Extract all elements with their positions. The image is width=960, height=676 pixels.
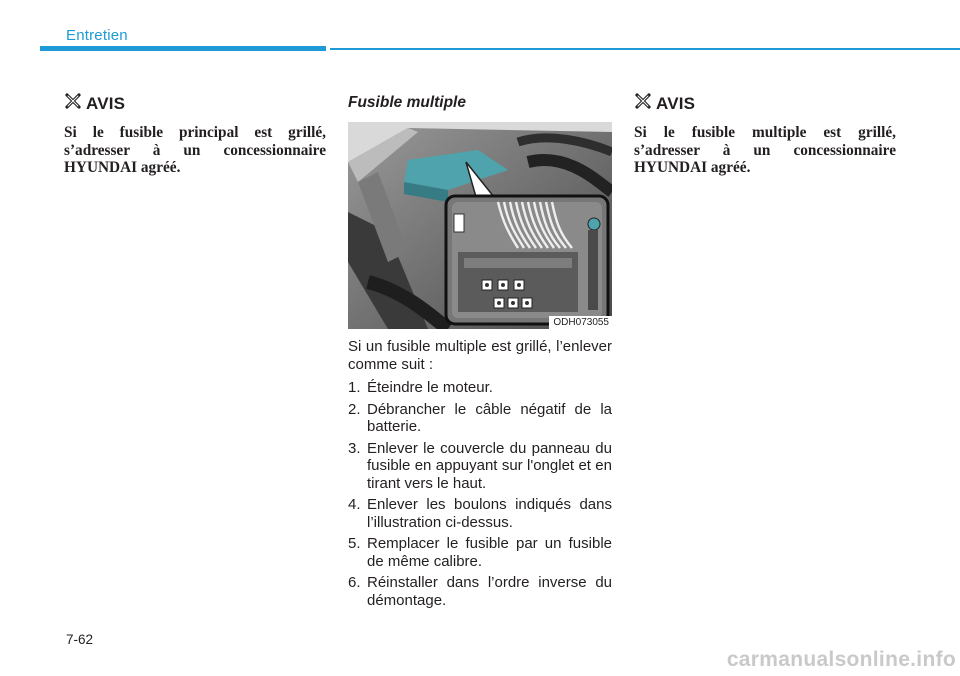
image-code: ODH073055 bbox=[549, 316, 612, 329]
list-item: 2. Débrancher le câble négatif de la batterie. bbox=[348, 400, 612, 435]
header-rule-thin bbox=[330, 48, 960, 50]
middle-column bbox=[348, 92, 612, 613]
right-column bbox=[634, 92, 896, 177]
avis-text-left: Si le fusible principal est grillé, s’adresser à un concessionnaire HYUNDAI agréé. bbox=[64, 124, 326, 176]
list-item: 5. Remplacer le fusible par un fusible de même calibre. bbox=[348, 535, 612, 570]
procedure-steps bbox=[348, 379, 612, 609]
list-item: 4. Enlever les boulons indiqués dans l’illustration ci-dessus. bbox=[348, 496, 612, 531]
avis-text-right: Si le fusible multiple est grillé, s’adresser à un concessionnaire HYUNDAI agréé. bbox=[634, 124, 896, 176]
cross-star-icon bbox=[64, 92, 82, 115]
watermark[interactable]: carmanualsonline.info bbox=[726, 648, 956, 671]
left-column bbox=[64, 92, 326, 177]
engine-fuse-illustration bbox=[348, 122, 612, 329]
list-item: 1. Éteindre le moteur. bbox=[348, 379, 493, 396]
cross-star-icon bbox=[634, 92, 652, 115]
avis-title: AVIS bbox=[86, 93, 126, 113]
avis-heading-right bbox=[634, 92, 896, 115]
header-rule-thick bbox=[40, 46, 326, 51]
section-title: Entretien bbox=[66, 27, 128, 44]
list-item: 6. Réinstaller dans l’ordre inverse du démontage. bbox=[348, 574, 612, 609]
list-item: 3. Enlever le couvercle du panneau du fusible en appuyant sur l'onglet et en tirant vers le haut. bbox=[348, 439, 612, 492]
fuse-intro-text: Si un fusible multiple est grillé, l’enlever comme suit : bbox=[348, 338, 612, 373]
page-number: 7-62 bbox=[66, 632, 94, 647]
fuse-section-heading: Fusible multiple bbox=[348, 94, 466, 111]
avis-title: AVIS bbox=[656, 93, 696, 113]
avis-heading-left bbox=[64, 92, 326, 115]
engine-bay-drawing bbox=[348, 122, 612, 329]
